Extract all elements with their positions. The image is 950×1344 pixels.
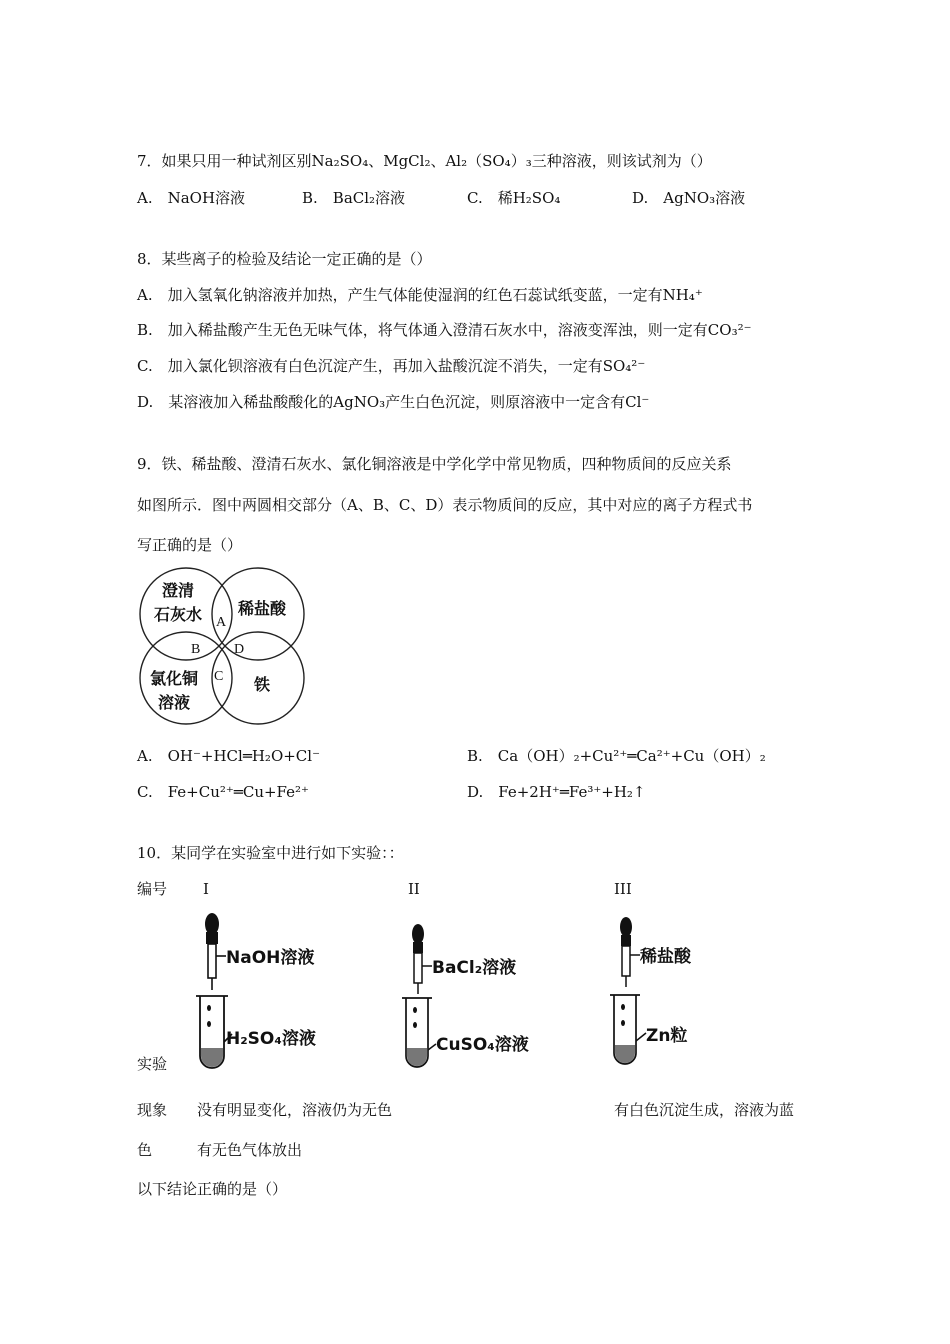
q8-option-d: D. 某溶液加入稀盐酸酸化的AgNO₃产生白色沉淀，则原溶液中一定含有Cl⁻: [137, 393, 650, 411]
q8-option-a: A. 加入氢氧化钠溶液并加热，产生气体能使湿润的红色石蕊试纸变蓝，一定有NH₄⁺: [137, 286, 703, 304]
venn-region-c: C: [214, 669, 224, 684]
q10-row-label-exp: 实验: [137, 1055, 168, 1073]
q10-observation-2: 有白色沉淀生成，溶液为蓝: [614, 1101, 795, 1119]
q7-option-d: D. AgNO₃溶液: [632, 189, 746, 207]
q8-option-c: C. 加入氯化钡溶液有白色沉淀产生，再加入盐酸沉淀不消失，一定有SO₄²⁻: [137, 357, 646, 375]
venn-label-cucl2-1: 氯化铜: [150, 669, 199, 688]
venn-diagram: [134, 566, 306, 726]
q10-observation-1: 没有明显变化，溶液仍为无色: [197, 1101, 393, 1119]
q9-option-d: D. Fe+2H⁺═Fe³⁺+H₂↑: [467, 783, 646, 801]
test-tube-icon: [610, 995, 646, 1064]
experiment-1-apparatus: [192, 910, 352, 1072]
q10-row-label-id: 编号: [137, 880, 168, 898]
experiment-2-apparatus: [400, 922, 560, 1072]
venn-region-b: B: [191, 642, 201, 657]
dropper-icon: [412, 924, 432, 994]
tube-label-3: Zn粒: [646, 1026, 688, 1046]
test-tube-icon: [402, 998, 436, 1067]
q7-option-b: B. BaCl₂溶液: [302, 189, 406, 207]
tube-label-2: CuSO₄溶液: [436, 1035, 529, 1055]
venn-label-limewater-1: 澄清: [162, 581, 195, 600]
q9-option-b: B. Ca（OH）₂+Cu²⁺═Ca²⁺+Cu（OH）₂: [467, 747, 766, 765]
q9-option-c: C. Fe+Cu²⁺═Cu+Fe²⁺: [137, 783, 309, 801]
q7-stem: 7．如果只用一种试剂区别Na₂SO₄、MgCl₂、Al₂（SO₄）₃三种溶液，则该试剂为（）: [137, 152, 712, 170]
q10-row-label-obs: 现象: [137, 1101, 168, 1119]
tube-label-1: H₂SO₄溶液: [226, 1029, 316, 1049]
q10-conclusion: 以下结论正确的是（）: [137, 1180, 288, 1198]
venn-label-hcl: 稀盐酸: [238, 599, 287, 618]
q7-option-a: A. NaOH溶液: [137, 189, 246, 207]
venn-region-a: A: [216, 615, 227, 630]
dropper-icon: [620, 917, 640, 987]
dropper-icon: [205, 913, 226, 990]
venn-label-iron: 铁: [254, 675, 271, 694]
q8-option-b: B. 加入稀盐酸产生无色无味气体，将气体通入澄清石灰水中，溶液变浑浊，则一定有CO₃²⁻: [137, 321, 752, 339]
q9-option-a: A. OH⁻+HCl═H₂O+Cl⁻: [137, 747, 321, 765]
q7-option-c: C. 稀H₂SO₄: [467, 189, 561, 207]
q10-id-1: I: [203, 880, 209, 898]
q8-stem: 8．某些离子的检验及结论一定正确的是（）: [137, 250, 432, 268]
dropper-label-2: BaCl₂溶液: [432, 958, 517, 978]
dropper-label-3: 稀盐酸: [640, 947, 691, 967]
q10-id-3: III: [614, 880, 632, 898]
q9-stem-line3: 写正确的是（）: [137, 536, 243, 554]
q10-observation-3: 有无色气体放出: [197, 1141, 303, 1159]
venn-label-limewater-2: 石灰水: [154, 605, 203, 624]
dropper-label-1: NaOH溶液: [226, 948, 315, 968]
q10-stem: 10．某同学在实验室中进行如下实验：：: [137, 844, 404, 862]
q10-id-2: II: [408, 880, 420, 898]
experiment-3-apparatus: [606, 915, 766, 1072]
venn-region-d: D: [234, 642, 245, 657]
q9-stem-line1: 9．铁、稀盐酸、澄清石灰水、氯化铜溶液是中学化学中常见物质，四种物质间的反应关系: [137, 455, 732, 473]
q10-observation-2-cont: 色: [137, 1141, 153, 1159]
venn-label-cucl2-2: 溶液: [158, 693, 191, 712]
q9-stem-line2: 如图所示．图中两圆相交部分（A、B、C、D）表示物质间的反应，其中对应的离子方程式书: [137, 496, 753, 514]
